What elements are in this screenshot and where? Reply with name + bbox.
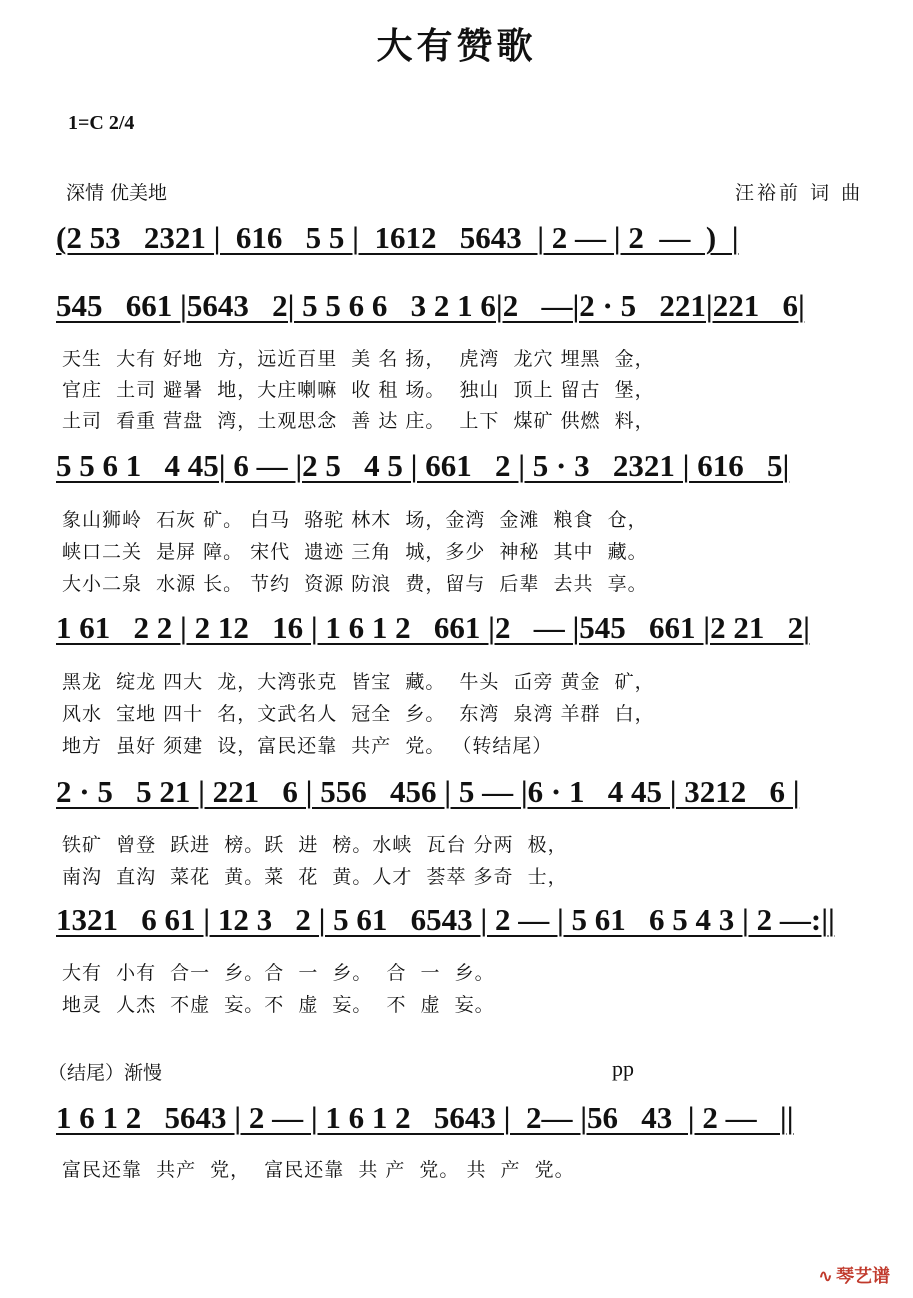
lyric-line: 富民还靠 共产 党， 富民还靠 共 产 党。 共 产 党。 bbox=[62, 1159, 575, 1181]
notation-line-2: 545 661 |5643 2| 5 5 6 6 3 2 1 6|2 —|2 · 5 221|221 6| bbox=[56, 288, 805, 323]
song-title: 大有赞歌 bbox=[376, 26, 537, 67]
lyric-line: 天生 大有 好地 方，远近百里 美 名 扬， 虎湾 龙穴 埋黑 金， bbox=[62, 348, 655, 370]
lyric-line: 地方 虽好 须建 设，富民还靠 共产 党。 （转结尾） bbox=[62, 735, 553, 757]
notation-line-5: 2 · 5 5 21 | 221 6 | 556 456 | 5 — |6 · 1 4 45 | 3212 6 | bbox=[56, 774, 800, 809]
logo-icon: ∿ bbox=[818, 1266, 834, 1287]
notation-line-7: 1 6 1 2 5643 | 2 — | 1 6 1 2 5643 | 2— |56 43 | 2 — || bbox=[56, 1100, 794, 1135]
watermark-logo bbox=[818, 1262, 890, 1288]
lyric-line: 南沟 直沟 菜花 黄。菜 花 黄。人才 荟萃 多奇 士， bbox=[62, 866, 568, 888]
lyric-line: 大有 小有 合一 乡。合 一 乡。 合 一 乡。 bbox=[62, 962, 495, 984]
watermark-text: 琴艺谱 bbox=[836, 1266, 891, 1287]
lyric-line: 官庄 土司 避暑 地，大庄喇嘛 收 租 场。 独山 顶上 留古 堡， bbox=[62, 379, 655, 401]
lyric-line: 风水 宝地 四十 名，文武名人 冠全 乡。 东湾 泉湾 羊群 白， bbox=[62, 703, 655, 725]
tempo-mark: 深情 优美地 bbox=[66, 182, 168, 204]
ending-label: （结尾）渐慢 bbox=[48, 1062, 163, 1084]
lyric-line: 铁矿 曾登 跃进 榜。跃 进 榜。水峡 瓦台 分两 极， bbox=[62, 834, 568, 856]
lyric-line: 峡口二关 是屏 障。 宋代 遗迹 三角 城，多少 神秘 其中 藏。 bbox=[62, 541, 648, 563]
lyric-line: 黑龙 绽龙 四大 龙，大湾张克 皆宝 藏。 牛头 屲旁 黄金 矿， bbox=[62, 671, 655, 693]
key-signature: 1=C 2/4 bbox=[68, 112, 135, 134]
dynamic-mark: pp bbox=[612, 1056, 634, 1081]
notation-line-4: 1 61 2 2 | 2 12 16 | 1 6 1 2 661 |2 — |545 661 |2 21 2| bbox=[56, 610, 810, 645]
lyric-line: 象山狮岭 石灰 矿。 白马 骆驼 林木 场，金湾 金滩 粮食 仓， bbox=[62, 509, 648, 531]
notation-line-1: (2 53 2321 | 616 5 5 | 1612 5643 | 2 — | 2 — ) | bbox=[56, 220, 739, 255]
lyric-line: 大小二泉 水源 长。 节约 资源 防浪 费，留与 后辈 去共 享。 bbox=[62, 573, 648, 595]
composer-credit: 汪裕前 词 曲 bbox=[735, 182, 864, 204]
notation-line-6: 1321 6 61 | 12 3 2 | 5 61 6543 | 2 — | 5 61 6 5 4 3 | 2 —:|| bbox=[56, 902, 835, 937]
lyric-line: 土司 看重 营盘 湾，土观思念 善 达 庄。 上下 煤矿 供燃 料， bbox=[62, 410, 655, 432]
notation-line-3: 5 5 6 1 4 45| 6 — |2 5 4 5 | 661 2 | 5 · 3 2321 | 616 5| bbox=[56, 448, 790, 483]
lyric-line: 地灵 人杰 不虚 妄。不 虚 妄。 不 虚 妄。 bbox=[62, 994, 495, 1016]
